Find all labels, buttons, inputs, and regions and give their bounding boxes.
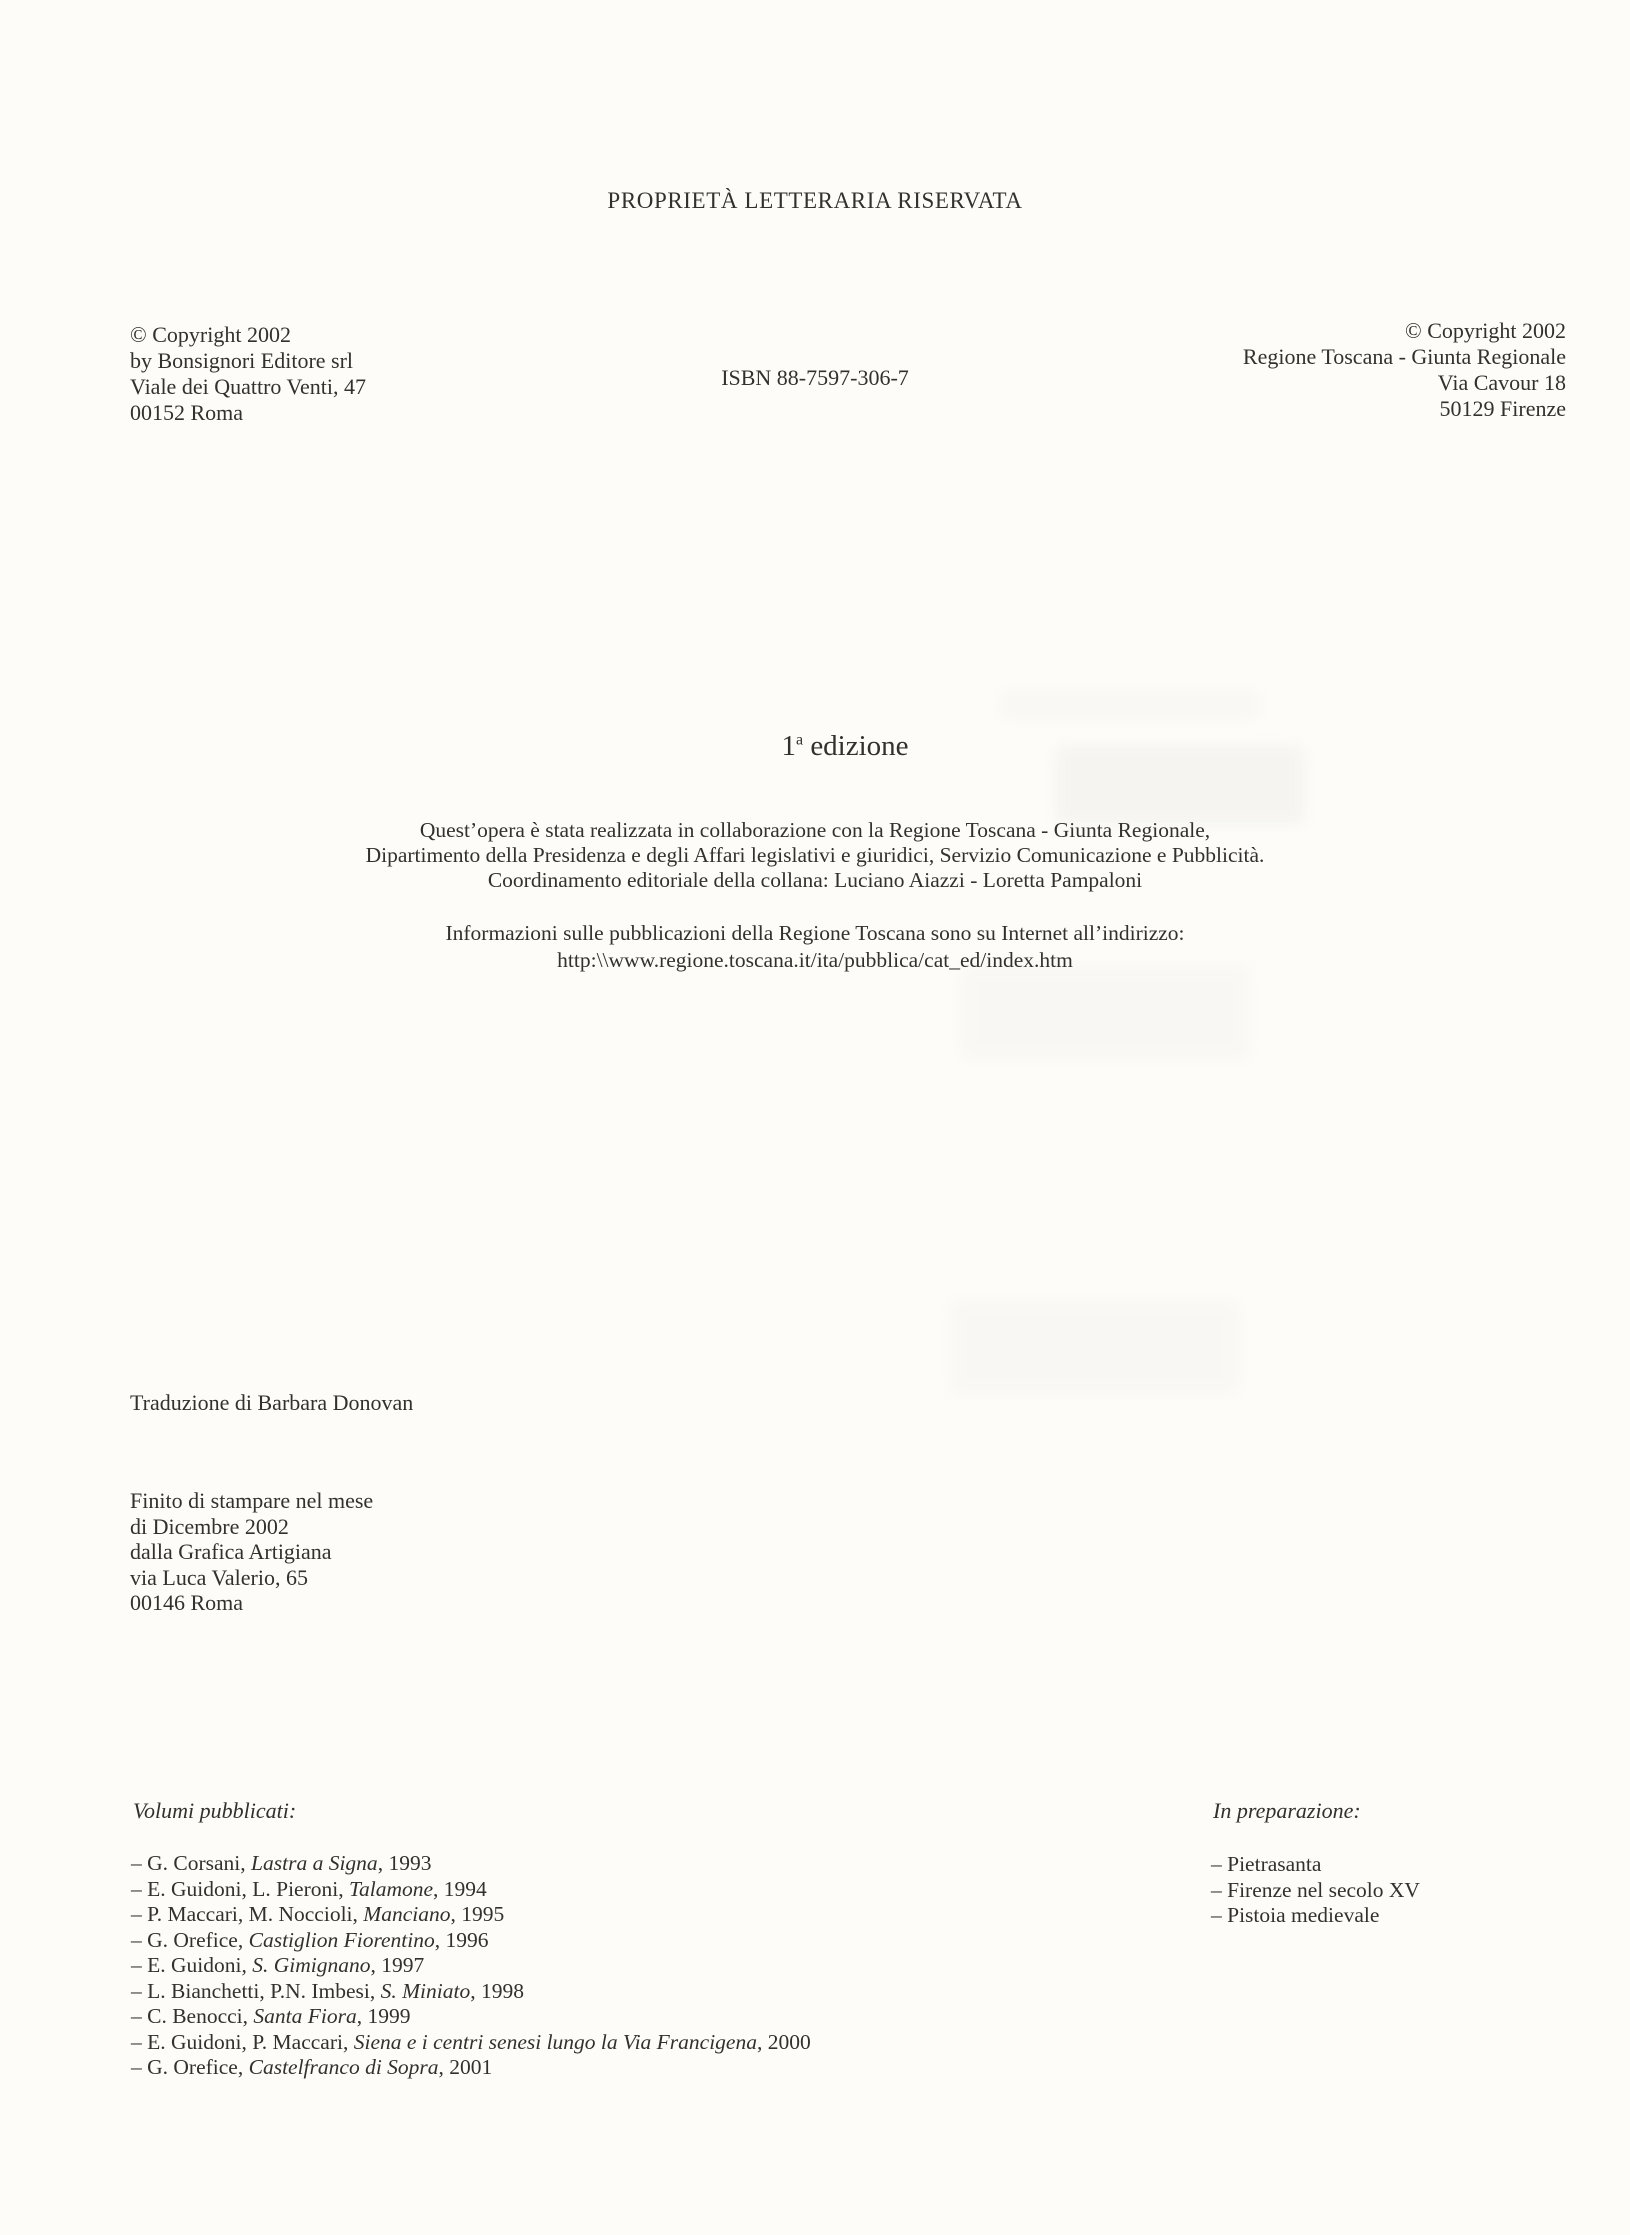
copyright-left-line: 00152 Roma — [130, 400, 244, 425]
volume-title: S. Gimignano — [252, 1953, 371, 1977]
volume-item — [131, 2055, 811, 2081]
volume-title: S. Miniato — [380, 1978, 471, 2003]
copyright-left-line: Viale dei Quattro Venti, 47 — [130, 374, 366, 399]
copyright-right-line: Via Cavour 18 — [1437, 370, 1566, 395]
collaboration-line: Dipartimento della Presidenza e degli Affari legislativi e giuridici, Servizio Comunicazione e Pubblicità. — [365, 843, 1265, 867]
edition-number: 1 — [781, 730, 796, 762]
in-preparation-heading: In preparazione: — [1213, 1798, 1361, 1823]
volume-item — [131, 2030, 811, 2056]
copyright-right-line: 50129 Firenze — [1439, 396, 1566, 421]
volume-item — [131, 1902, 811, 1928]
volume-year: , 1996 — [434, 1927, 489, 1952]
edition-note — [30, 730, 1630, 763]
volume-year: , 1993 — [377, 1851, 432, 1875]
volume-authors: – C. Benocci, — [131, 2004, 254, 2028]
page-showthrough — [950, 1300, 1240, 1395]
edition-ordinal: a — [795, 731, 804, 749]
copyright-left-line: by Bonsignori Editore srl — [130, 348, 354, 373]
printing-line: di Dicembre 2002 — [130, 1513, 289, 1539]
printing-line: via Luca Valerio, 65 — [130, 1564, 308, 1590]
volume-authors: – E. Guidoni, L. Pieroni, — [131, 1876, 349, 1901]
in-preparation-list — [1211, 1852, 1420, 1929]
collaboration-line: Quest’opera è stata realizzata in collaborazione con la Regione Toscana - Giunta Regionale, — [419, 818, 1211, 842]
copyright-left-line: © Copyright 2002 — [130, 322, 291, 347]
in-preparation-item: – Pietrasanta — [1211, 1852, 1322, 1876]
volume-year: , 1997 — [370, 1953, 425, 1977]
page-title: PROPRIETÀ LETTERARIA RISERVATA — [607, 188, 1023, 213]
isbn: ISBN 88-7597-306-7 — [721, 365, 909, 390]
volume-authors: – P. Maccari, M. Noccioli, — [131, 1902, 364, 1926]
volume-item — [131, 1928, 811, 1954]
volume-title: Santa Fiora — [253, 2004, 357, 2028]
collaboration-paragraph — [0, 818, 1630, 893]
volume-title: Castiglion Fiorentino — [248, 1927, 435, 1952]
published-volumes-list — [131, 1851, 811, 2081]
volume-year: , 1995 — [450, 1902, 505, 1926]
volume-year: , 1994 — [433, 1876, 487, 1901]
printing-line: Finito di stampare nel mese — [130, 1488, 374, 1513]
volume-year: , 2001 — [438, 2055, 493, 2079]
published-volumes-heading: Volumi pubblicati: — [133, 1798, 297, 1823]
page-showthrough — [1000, 690, 1260, 720]
volume-item — [131, 1979, 811, 2005]
volume-authors: – G. Corsani, — [131, 1851, 252, 1875]
printing-block — [130, 1488, 373, 1616]
volume-year: , 2000 — [756, 2029, 811, 2054]
volume-title: Talamone — [348, 1876, 434, 1901]
volume-title: Manciano — [363, 1902, 451, 1926]
internet-info-line: Informazioni sulle pubblicazioni della Regione Toscana sono su Internet all’indirizzo: — [445, 921, 1185, 945]
printing-line: 00146 Roma — [130, 1590, 244, 1615]
volume-item — [131, 1877, 811, 1903]
edition-word: edizione — [803, 730, 909, 762]
volume-item — [131, 2004, 811, 2030]
printing-line: dalla Grafica Artigiana — [130, 1539, 332, 1564]
volume-authors: – E. Guidoni, — [131, 1953, 253, 1977]
volume-year: , 1999 — [356, 2004, 411, 2028]
volume-title: Lastra a Signa — [251, 1851, 378, 1875]
volume-year: , 1998 — [470, 1978, 524, 2003]
volume-item — [131, 1851, 811, 1877]
volume-authors: – L. Bianchetti, P.N. Imbesi, — [131, 1978, 381, 2003]
copyright-right-line: Regione Toscana - Giunta Regionale — [1242, 344, 1566, 369]
copyright-right-line: © Copyright 2002 — [1405, 318, 1566, 343]
volume-item — [131, 1953, 811, 1979]
copyright-right-block — [1243, 318, 1566, 422]
volume-authors: – G. Orefice, — [131, 2055, 249, 2079]
collaboration-line: Coordinamento editoriale della collana: Luciano Aiazzi - Loretta Pampaloni — [487, 868, 1143, 892]
in-preparation-item: – Pistoia medievale — [1211, 1903, 1380, 1927]
volume-title: Castelfranco di Sopra — [248, 2055, 439, 2079]
in-preparation-item: – Firenze nel secolo XV — [1211, 1877, 1420, 1902]
internet-info — [0, 920, 1630, 974]
volume-authors: – G. Orefice, — [131, 1927, 249, 1952]
volume-authors: – E. Guidoni, P. Maccari, — [131, 2029, 354, 2054]
translation-credit: Traduzione di Barbara Donovan — [130, 1390, 414, 1415]
internet-info-url: http:\\www.regione.toscana.it/ita/pubblica/cat_ed/index.htm — [557, 948, 1073, 972]
volume-title: Siena e i centri senesi lungo la Via Francigena — [353, 2029, 757, 2054]
page-showthrough — [960, 965, 1250, 1060]
